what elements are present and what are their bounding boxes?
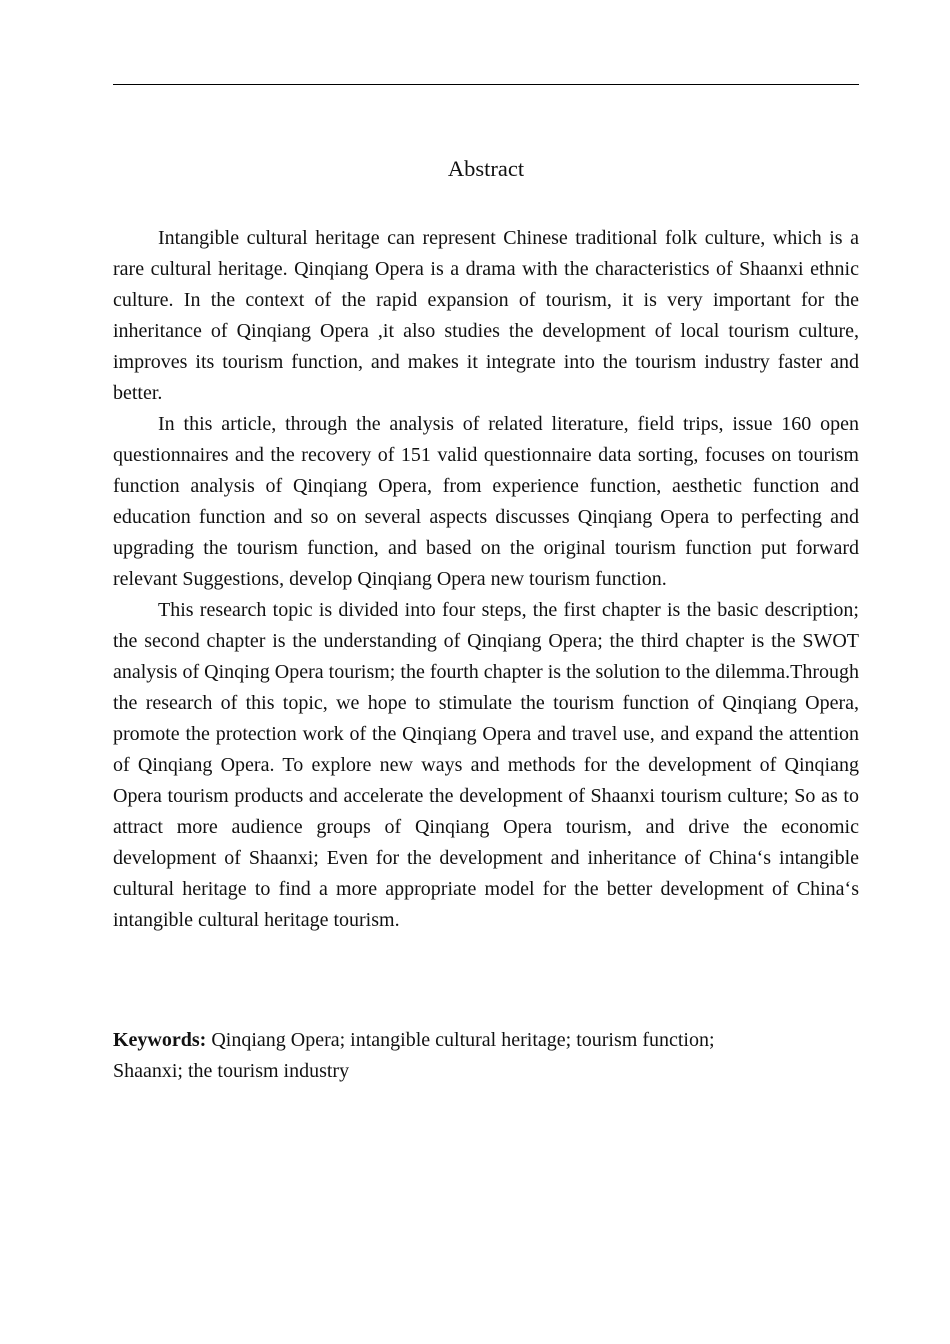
abstract-body [113,223,859,936]
abstract-paragraph-2: In this article, through the analysis of related literature, field trips, issue 160 open questionnaires and the recovery of 151 valid questionnaire data sorting, focuses on tourism function analysis of Qinqiang Opera, from experience function, aesthetic function and education function and so on several aspects discusses Qinqiang Opera to perfecting and upgrading the tourism function, and based on the original tourism function put forward relevant Suggestions, develop Qinqiang Opera new tourism function. [113,413,859,590]
header-rule [113,84,859,85]
keywords-text-2: Shaanxi; the tourism industry [113,1060,350,1082]
keywords-block [113,1025,859,1087]
keywords-label: Keywords: [113,1029,207,1051]
abstract-paragraph-3: This research topic is divided into four steps, the first chapter is the basic description; the second chapter is the understanding of Qinqiang Opera; the third chapter is the SWOT analysis of Qinqing Opera tourism; the fourth chapter is the solution to the dilemma.Through the research of this topic, we hope to stimulate the tourism function of Qinqiang Opera, promote the protection work of the Qinqiang Opera and travel use, and expand the attention of Qinqiang Opera. To explore new ways and methods for the development of Qinqiang Opera tourism products and accelerate the development of Shaanxi tourism culture; So as to attract more audience groups of Qinqiang Opera tourism, and drive the economic development of Shaanxi; Even for the development and inheritance of China‘s intangible cultural heritage to find a more appropriate model for the better development of China‘s intangible cultural heritage tourism. [113,599,859,931]
keywords-text-1: Qinqiang Opera; intangible cultural heritage; tourism function; [206,1029,715,1051]
keywords-line-1 [113,1025,859,1056]
abstract-paragraph-1: Intangible cultural heritage can represent Chinese traditional folk culture, which is a rare cultural heritage. Qinqiang Opera is a drama with the characteristics of Shaanxi ethnic culture. In the context of the rapid expansion of tourism, it is very important for the inheritance of Qinqiang Opera ,it also studies the development of local tourism culture, improves its tourism function, and makes it integrate into the tourism industry faster and better. [113,227,859,404]
abstract-title: Abstract [447,156,525,181]
